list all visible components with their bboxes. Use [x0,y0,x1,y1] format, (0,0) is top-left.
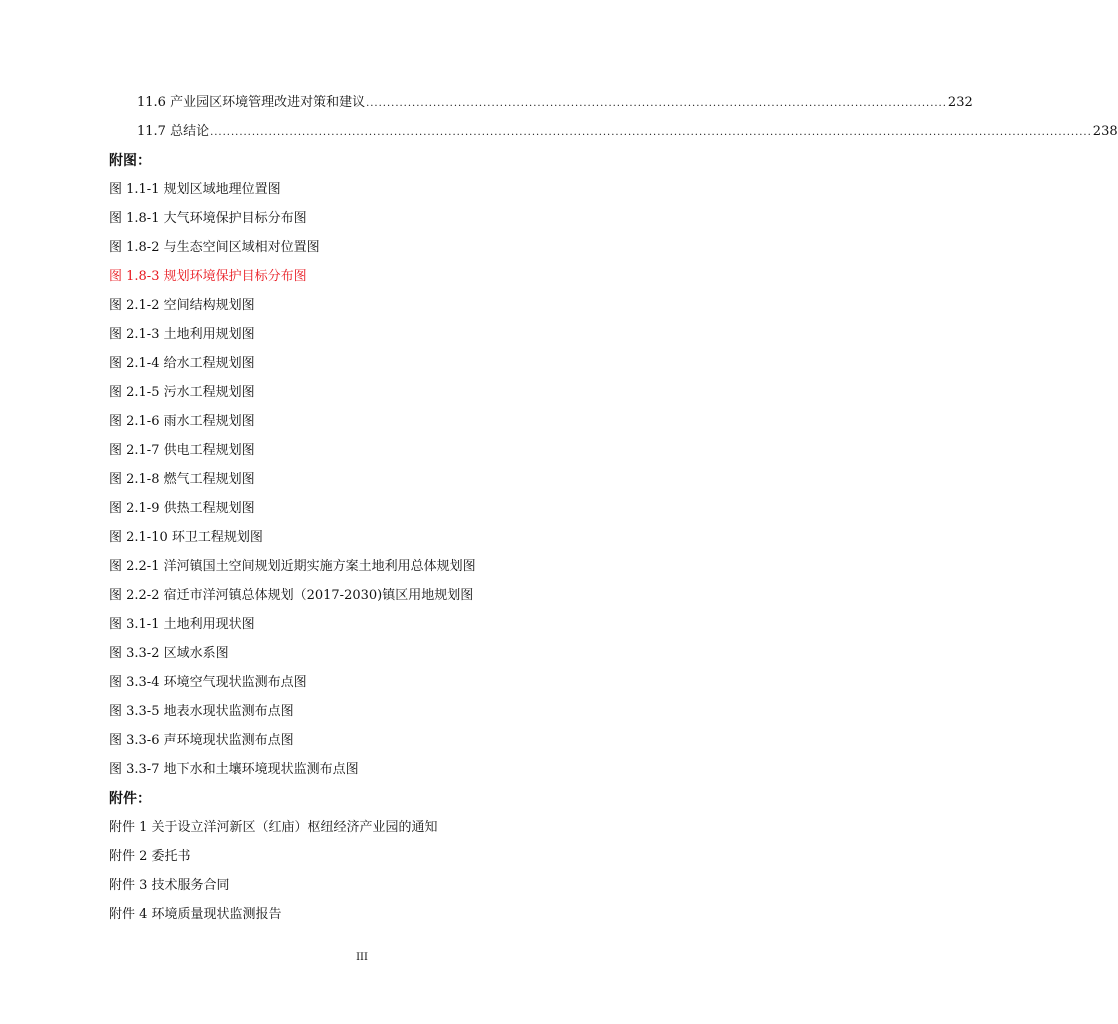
toc-entry-11-6[interactable] [137,94,973,113]
toc-page-number: 232 [947,95,973,110]
figure-item: 图 3.1-1 土地利用现状图 [109,617,255,632]
figure-item: 图 1.1-1 规划区域地理位置图 [109,182,281,197]
attachment-item: 附件 2 委托书 [109,849,191,864]
figure-item: 图 2.1-3 土地利用规划图 [109,327,255,342]
figure-item: 图 2.1-4 给水工程规划图 [109,356,255,371]
toc-leader-dots: ........................................................................................................................................... [366,98,947,109]
attachment-item: 附件 3 技术服务合同 [109,878,230,893]
figure-item: 图 3.3-7 地下水和土壤环境现状监测布点图 [109,762,359,777]
figure-item: 图 2.1-7 供电工程规划图 [109,443,255,458]
figure-item: 图 3.3-4 环境空气现状监测布点图 [109,675,307,690]
figure-item: 图 3.3-6 声环境现状监测布点图 [109,733,294,748]
toc-leader-dots: ................................................................................................................................................................................................................... [210,127,1092,138]
figure-item: 图 2.1-2 空间结构规划图 [109,298,255,313]
figure-item: 图 3.3-2 区域水系图 [109,646,229,661]
figure-item: 图 1.8-1 大气环境保护目标分布图 [109,211,307,226]
attachments-heading: 附件： [109,791,151,807]
toc-entry-11-7[interactable] [137,123,1118,142]
figure-item-highlighted: 图 1.8-3 规划环境保护目标分布图 [109,269,307,284]
figure-item: 图 2.1-5 污水工程规划图 [109,385,255,400]
figure-item: 图 2.1-9 供热工程规划图 [109,501,255,516]
figures-heading: 附图： [109,153,151,169]
attachment-item: 附件 1 关于设立洋河新区（红庙）枢纽经济产业园的通知 [109,820,438,835]
toc-page-number: 238 [1092,124,1118,139]
toc-entry-label: 11.7 总结论 [137,124,210,139]
figure-item: 图 2.1-6 雨水工程规划图 [109,414,255,429]
attachment-item: 附件 4 环境质量现状监测报告 [109,907,282,922]
page-number-footer: III [356,952,368,963]
figure-item: 图 2.1-10 环卫工程规划图 [109,530,263,545]
figure-item: 图 3.3-5 地表水现状监测布点图 [109,704,294,719]
figure-item: 图 2.2-2 宿迁市洋河镇总体规划（2017-2030)镇区用地规划图 [109,588,474,603]
toc-entry-label: 11.6 产业园区环境管理改进对策和建议 [137,95,366,110]
figure-item: 图 1.8-2 与生态空间区域相对位置图 [109,240,320,255]
figure-item: 图 2.1-8 燃气工程规划图 [109,472,255,487]
figure-item: 图 2.2-1 洋河镇国土空间规划近期实施方案土地利用总体规划图 [109,559,476,574]
